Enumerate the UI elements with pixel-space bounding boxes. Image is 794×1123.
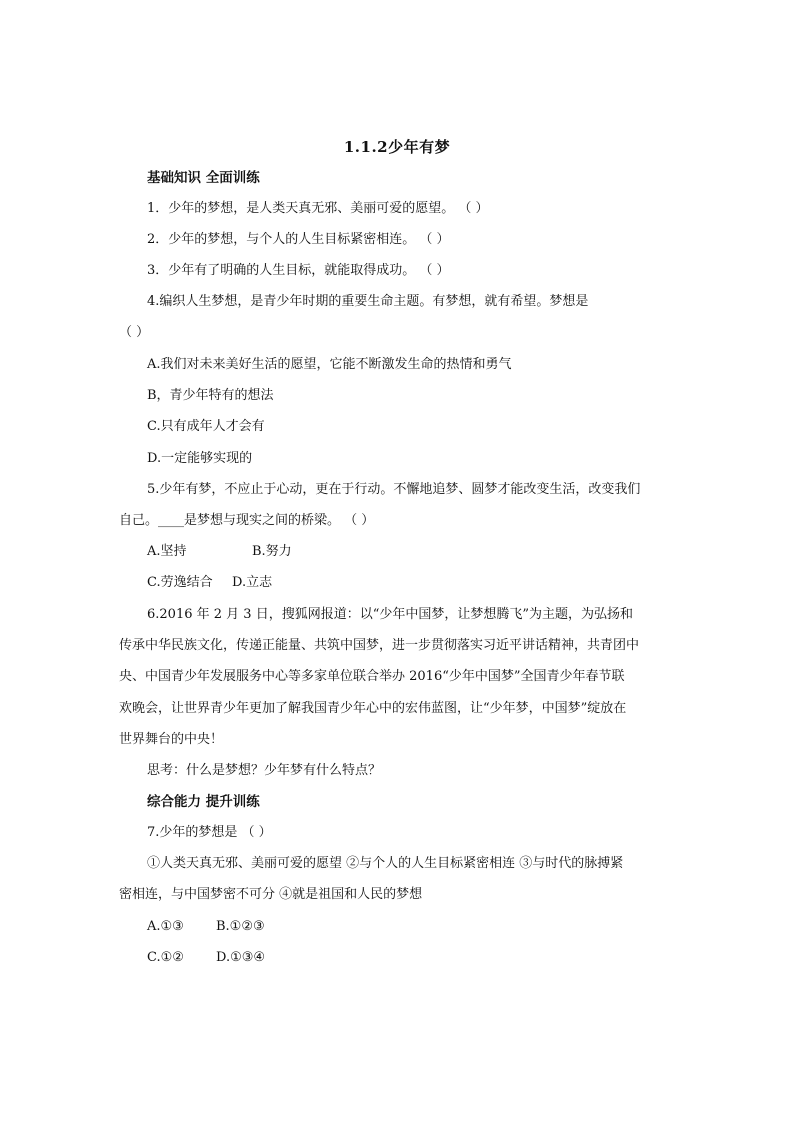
question-4-option-d: D.一定能够实现的 bbox=[147, 451, 253, 466]
question-6-line-3: 央、中国青少年发展服务中心等多家单位联合举办 2016“少年中国梦”全国青少年春节联 bbox=[119, 669, 625, 684]
section-heading-advanced: 综合能力 提升训练 bbox=[147, 794, 260, 810]
question-7-option-a: A.①③ bbox=[147, 919, 184, 934]
question-7: 7.少年的梦想是 （ ） bbox=[147, 825, 272, 840]
question-4-line-2: （ ） bbox=[119, 325, 150, 340]
question-5-option-d: D.立志 bbox=[232, 575, 273, 590]
page-title: 1.1.2少年有梦 bbox=[343, 138, 451, 156]
question-6-think: 思考：什么是梦想？少年梦有什么特点？ bbox=[147, 763, 382, 778]
question-4-line-1: 4.编织人生梦想，是青少年时期的重要生命主题。有梦想，就有希望。梦想是 bbox=[147, 294, 589, 309]
question-4-option-a: A.我们对未来美好生活的愿望，它能不断激发生命的热情和勇气 bbox=[147, 357, 512, 372]
question-7-option-c: C.①② bbox=[147, 950, 184, 965]
question-4-option-c: C.只有成年人才会有 bbox=[147, 419, 265, 434]
question-7-option-b: B.①②③ bbox=[216, 919, 265, 934]
question-5-option-c: C.劳逸结合 bbox=[147, 575, 213, 590]
question-5-line-1: 5.少年有梦，不应止于心动，更在于行动。不懈地追梦、圆梦才能改变生活，改变我们 bbox=[147, 482, 641, 497]
question-6-line-4: 欢晚会，让世界青少年更加了解我国青少年心中的宏伟蓝图，让“少年梦，中国梦”绽放在 bbox=[119, 701, 627, 716]
question-7-stem-line-2: 密相连，与中国梦密不可分 ④就是祖国和人民的梦想 bbox=[119, 887, 423, 902]
question-7-option-d: D.①③④ bbox=[216, 950, 266, 965]
question-6-line-1: 6.2016 年 2 月 3 日，搜狐网报道：以“少年中国梦，让梦想腾飞”为主题，为弘扬和 bbox=[147, 607, 633, 622]
question-2: 2．少年的梦想，与个人的人生目标紧密相连。 （ ） bbox=[147, 232, 450, 247]
question-6-line-2: 传承中华民族文化，传递正能量、共筑中国梦，进一步贯彻落实习近平讲话精神，共青团中 bbox=[119, 638, 640, 653]
question-5-option-a: A.坚持 bbox=[147, 544, 187, 559]
question-6-line-5: 世界舞台的中央！ bbox=[119, 732, 224, 747]
question-1: 1．少年的梦想，是人类天真无邪、美丽可爱的愿望。 （ ） bbox=[147, 201, 489, 216]
question-5-line-2: 自己。____是梦想与现实之间的桥梁。 （ ） bbox=[119, 513, 375, 528]
question-4-option-b: B，青少年特有的想法 bbox=[147, 388, 274, 403]
section-heading-basic: 基础知识 全面训练 bbox=[147, 170, 260, 186]
question-3: 3．少年有了明确的人生目标，就能取得成功。 （ ） bbox=[147, 263, 450, 278]
question-7-stem-line-1: ①人类天真无邪、美丽可爱的愿望 ②与个人的人生目标紧密相连 ③与时代的脉搏紧 bbox=[147, 856, 624, 871]
question-5-option-b: B.努力 bbox=[252, 544, 292, 559]
